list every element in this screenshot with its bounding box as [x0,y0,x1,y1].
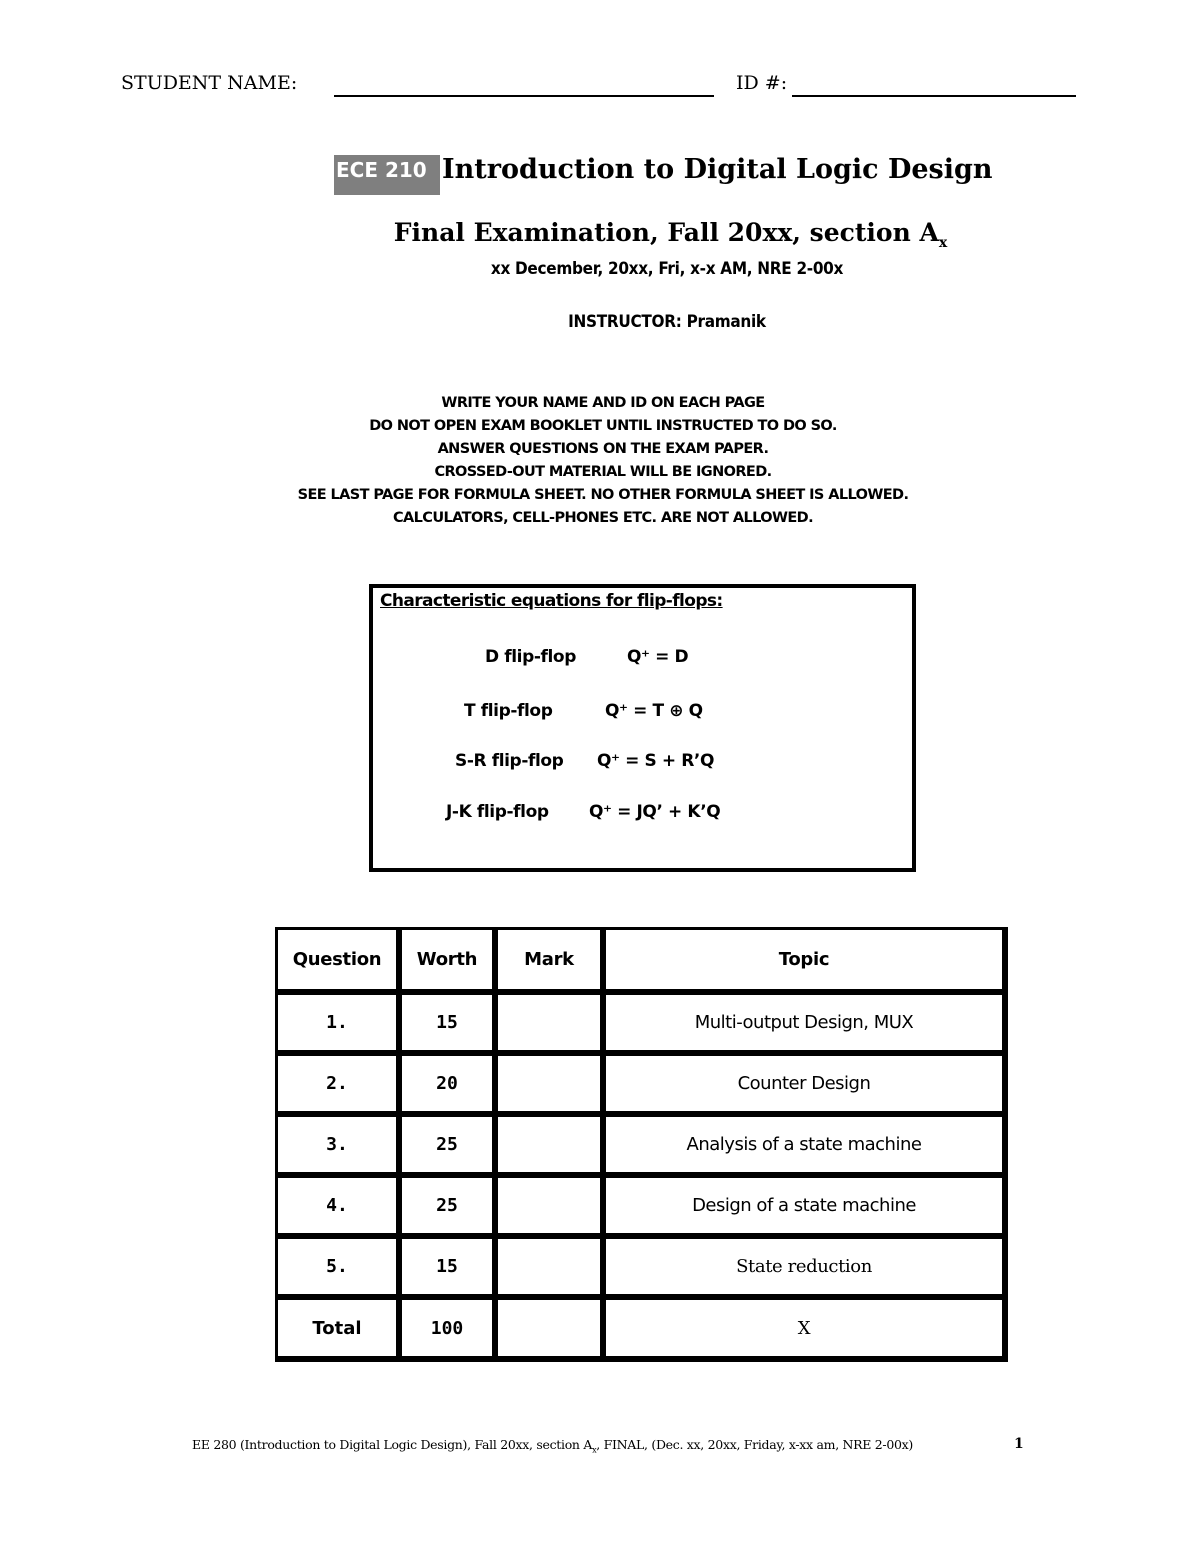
worth-cell: 15 [402,1239,498,1300]
topic-cell: Multi-output Design, MUX [606,995,1008,1056]
id-label: ID #: [736,72,788,94]
worth-cell: 25 [402,1178,498,1239]
total-topic-cell: X [606,1300,1008,1362]
mark-cell[interactable] [498,1239,606,1300]
instruction-item: WRITE YOUR NAME AND ID ON EACH PAGE [441,395,765,411]
formula-heading: Characteristic equations for flip-flops: [380,591,723,611]
formula-row-jk [0,802,1200,826]
formula-row-d [0,647,1200,671]
instructions-list [0,392,1200,530]
table-total-row [278,1300,1008,1362]
total-worth-cell: 100 [402,1300,498,1362]
exam-date-line: xx December, 20xx, Fri, x-x AM, NRE 2-00x [490,259,844,279]
table-row [278,1117,1008,1178]
mark-cell[interactable] [498,1056,606,1117]
table-row [278,995,1008,1056]
flip-flop-name: S-R flip-flop [455,751,564,771]
course-code-badge: ECE 210 [334,155,440,195]
topic-cell: Counter Design [606,1056,1008,1117]
flip-flop-equation: Q⁺ = D [627,647,689,667]
page-number: 1 [1014,1436,1024,1452]
topic-cell: Design of a state machine [606,1178,1008,1239]
student-name-label: STUDENT NAME: [121,72,298,94]
instructor-line: INSTRUCTOR: Pramanik [568,312,766,332]
id-blank[interactable] [792,95,1076,97]
question-cell: 4. [278,1178,402,1239]
footer-text-after: , FINAL, (Dec. xx, 20xx, Friday, x-xx am, NRE 2-00x) [596,1437,913,1452]
question-cell: 5. [278,1239,402,1300]
column-header-mark: Mark [498,930,606,995]
flip-flop-name: J-K flip-flop [446,802,549,822]
instruction-item: CROSSED-OUT MATERIAL WILL BE IGNORED. [434,464,772,480]
mark-cell[interactable] [498,1178,606,1239]
footer-text-before: EE 280 (Introduction to Digital Logic Design), Fall 20xx, section A [192,1437,593,1452]
instruction-item: CALCULATORS, CELL-PHONES ETC. ARE NOT ALLOWED. [393,510,813,526]
mark-cell[interactable] [498,995,606,1056]
page-footer [192,1437,913,1455]
flip-flop-name: D flip-flop [485,647,576,667]
formula-row-sr [0,751,1200,775]
topic-cell: State reduction [606,1239,1008,1300]
course-title: Introduction to Digital Logic Design [442,154,993,185]
exam-title-main: Final Examination, Fall 20xx, section A [393,218,939,247]
flip-flop-name: T flip-flop [464,701,553,721]
question-cell: 3. [278,1117,402,1178]
score-table [275,927,1008,1362]
formula-box [369,584,916,872]
column-header-worth: Worth [402,930,498,995]
worth-cell: 20 [402,1056,498,1117]
exam-title-sub: x [938,235,948,251]
worth-cell: 15 [402,995,498,1056]
worth-cell: 25 [402,1117,498,1178]
flip-flop-equation: Q⁺ = S + R’Q [597,751,715,771]
instruction-item: ANSWER QUESTIONS ON THE EXAM PAPER. [437,441,769,457]
question-cell: 1. [278,995,402,1056]
table-row [278,1056,1008,1117]
table-header-row [278,930,1008,995]
total-mark-cell[interactable] [498,1300,606,1362]
flip-flop-equation: Q⁺ = JQ’ + K’Q [589,802,721,822]
column-header-topic: Topic [606,930,1008,995]
topic-cell: Analysis of a state machine [606,1117,1008,1178]
mark-cell[interactable] [498,1117,606,1178]
exam-title [0,218,1200,251]
column-header-question: Question [278,930,402,995]
total-label-cell: Total [278,1300,402,1362]
formula-row-t [0,701,1200,725]
question-cell: 2. [278,1056,402,1117]
table-row [278,1239,1008,1300]
table-row [278,1178,1008,1239]
instruction-item: SEE LAST PAGE FOR FORMULA SHEET. NO OTHER FORMULA SHEET IS ALLOWED. [297,487,909,503]
student-name-blank[interactable] [334,95,714,97]
footer-text-sub: x [592,1445,597,1455]
flip-flop-equation: Q⁺ = T ⊕ Q [605,701,703,721]
instruction-item: DO NOT OPEN EXAM BOOKLET UNTIL INSTRUCTED TO DO SO. [369,418,837,434]
